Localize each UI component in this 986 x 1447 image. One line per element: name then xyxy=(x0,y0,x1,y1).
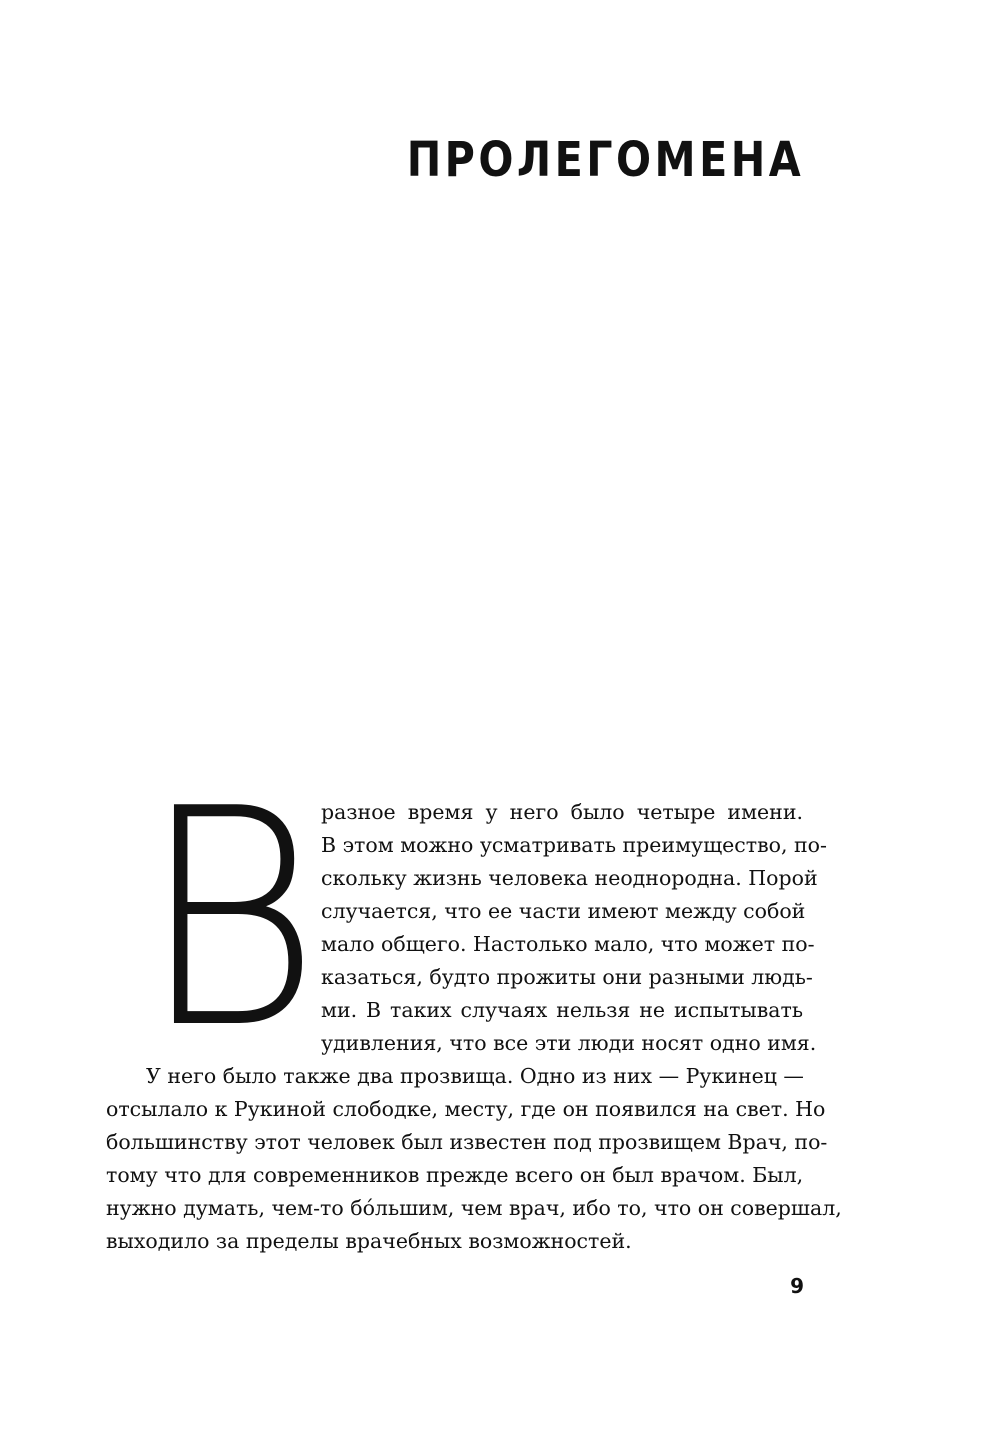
text-line: удивления, что все эти люди носят одно имя. xyxy=(321,1031,817,1055)
drop-cap: В xyxy=(140,745,321,1094)
text-line: нужно думать, чем-то бóльшим, чем врач, ибо то, что он совершал, xyxy=(106,1196,842,1220)
text-line: большинству этот человек был известен под прозвищем Врач, по- xyxy=(106,1130,828,1154)
text-line: скольку жизнь человека неоднородна. Порой xyxy=(321,866,818,890)
text-line: выходило за пределы врачебных возможностей. xyxy=(106,1229,632,1253)
text-line: разное время у него было четыре имени. xyxy=(321,800,803,824)
text-line: тому что для современников прежде всего он был врачом. Был, xyxy=(106,1163,804,1187)
text-line: У него было также два прозвища. Одно из них — Рукинец — xyxy=(146,1064,804,1088)
text-line: отсылало к Рукиной слободке, месту, где он появился на свет. Но xyxy=(106,1097,826,1121)
text-line: ми. В таких случаях нельзя не испытывать xyxy=(321,998,803,1022)
page-number: 9 xyxy=(790,1274,804,1298)
text-line: казаться, будто прожиты они разными людь- xyxy=(321,965,813,989)
chapter-title: ПРОЛЕГОМЕНА xyxy=(406,132,804,188)
text-line: В этом можно усматривать преимущество, по- xyxy=(321,833,827,857)
text-line: мало общего. Настолько мало, что может по- xyxy=(321,932,815,956)
text-line: случается, что ее части имеют между собой xyxy=(321,899,806,923)
